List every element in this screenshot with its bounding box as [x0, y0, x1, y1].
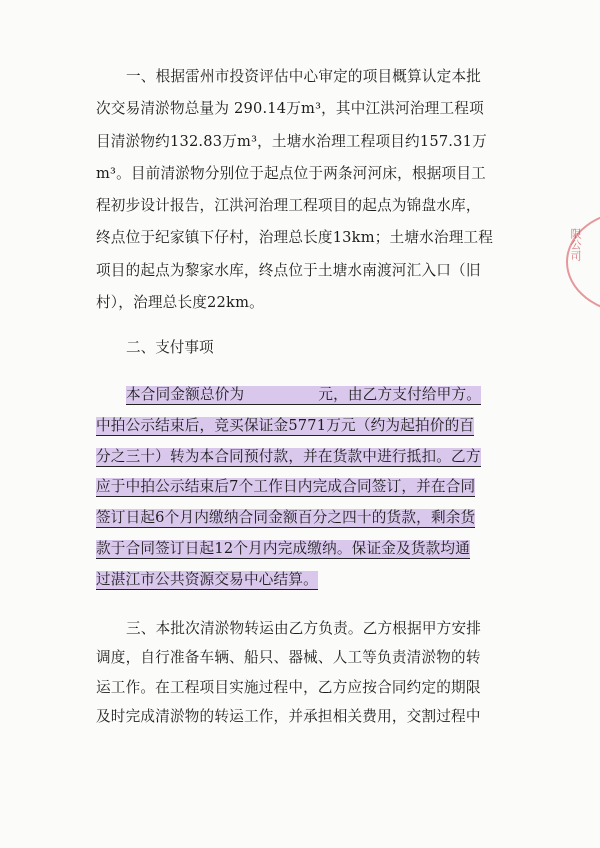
paragraph-line: 项目的起点为黎家水库，终点位于土塘水南渡河汇入口（旧: [96, 261, 481, 279]
highlighted-text: 签订日起6个月内缴纳合同金额百分之四十的货款，剩余货: [96, 509, 476, 527]
paragraph-line: 调度，自行准备车辆、船只、器械、人工等负责清淤物的转: [96, 649, 481, 667]
paragraph-line: 程初步设计报告，江洪河治理工程项目的起点为锦盘水库，: [96, 197, 481, 215]
section-2-heading: 二、支付事项: [126, 339, 214, 356]
section-2-paragraph: [96, 386, 522, 602]
section-3-paragraph: [96, 620, 522, 737]
paragraph-line: 及时完成清淤物的转运工作，并承担相关费用，交割过程中: [96, 707, 481, 725]
paragraph-line: 次交易清淤物总量为 290.14万m³，其中江洪河治理工程项: [96, 100, 484, 118]
highlighted-text: 过湛江市公共资源交易中心结算。: [96, 570, 318, 588]
paragraph-line: [96, 448, 522, 466]
highlighted-text: 应于中拍公示结束后7个工作日内完成合同签订，并在合同: [96, 478, 476, 496]
seal-text: 限公司: [569, 228, 582, 261]
paragraph-line: 三、本批次清淤物转运由乙方负责。乙方根据甲方安排: [126, 620, 482, 637]
paragraph-line: [96, 540, 522, 558]
paragraph-line: [96, 417, 522, 435]
paragraph-line: [96, 571, 522, 589]
highlighted-text: 款于合同签订日起12个月内完成缴纳。保证金及货款均通: [96, 539, 471, 557]
paragraph-line: 终点位于纪家镇下仔村，治理总长度13km；土塘水治理工程: [96, 229, 494, 247]
paragraph-line: 一、根据雷州市投资评估中心审定的项目概算认定本批: [126, 68, 482, 85]
section-1-paragraph: [96, 68, 522, 326]
highlighted-text: 分之三十）转为本合同预付款，并在货款中进行抵扣。乙方: [96, 447, 481, 465]
paragraph-line: [96, 478, 522, 496]
paragraph-line: 运工作。在工程项目实施过程中，乙方应按合同约定的期限: [96, 678, 481, 696]
highlighted-text: 本合同金额总价为 元，由乙方支付给甲方。: [126, 386, 482, 403]
paragraph-line: 目清淤物约132.83万m³，土塘水治理工程项目约157.31万: [96, 132, 487, 150]
company-seal-stamp: [556, 210, 600, 310]
paragraph-line: [96, 386, 522, 404]
paragraph-line: m³。目前清淤物分别位于起点位于两条河河床，根据项目工: [96, 164, 486, 182]
paragraph-line: 村），治理总长度22km。: [96, 294, 264, 312]
highlighted-text: 中拍公示结束后，竞买保证金5771万元（约为起拍价的百: [96, 416, 475, 434]
paragraph-line: [96, 509, 522, 527]
